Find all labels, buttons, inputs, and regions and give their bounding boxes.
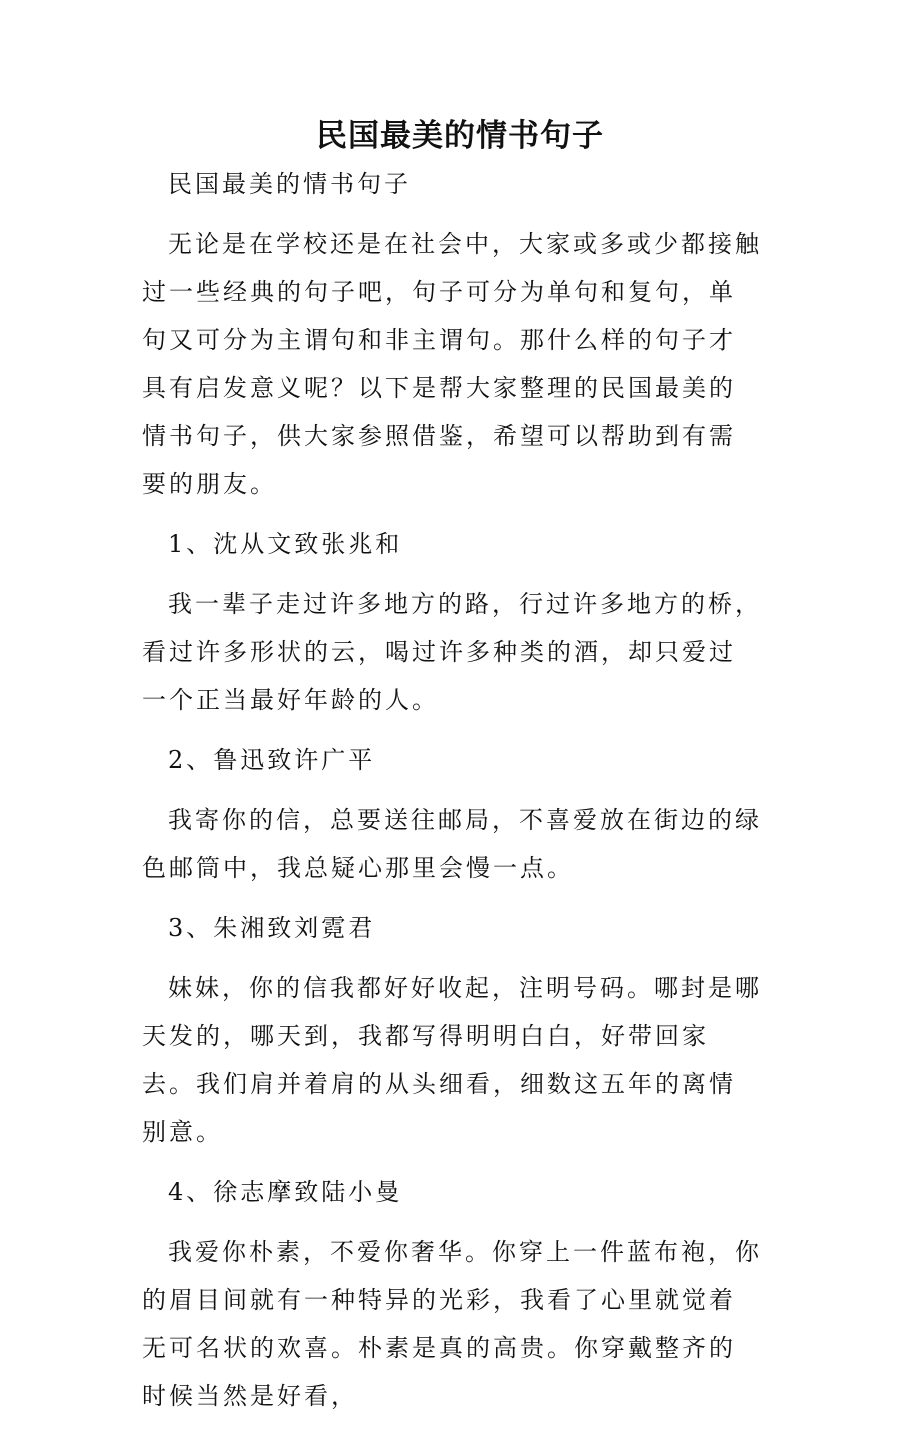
intro-paragraph: 无论是在学校还是在社会中，大家或多或少都接触过一些经典的句子吧，句子可分为单句和复句，单句又可分为主谓句和非主谓句。那什么样的句子才具有启发意义呢？以下是帮大家整理的民国最美的情书句子，供大家参照借鉴，希望可以帮助到有需要的朋友。 (142, 230, 762, 498)
section-paragraph-1: 我一辈子走过许多地方的路，行过许多地方的桥，看过许多形状的云，喝过许多种类的酒，却只爱过一个正当最好年龄的人。 (142, 590, 762, 714)
section-heading-3: 3、朱湘致刘霓君 (168, 914, 376, 942)
section-paragraph-3: 妹妹，你的信我都好好收起，注明号码。哪封是哪天发的，哪天到，我都写得明明白白，好带回家去。我们肩并着肩的从头细看，细数这五年的离情别意。 (142, 974, 762, 1146)
section-paragraph-2: 我寄你的信，总要送往邮局，不喜爱放在街边的绿色邮筒中，我总疑心那里会慢一点。 (142, 806, 762, 882)
document-title: 民国最美的情书句子 (316, 118, 604, 154)
document-body (142, 160, 762, 1432)
section-heading-1: 1、沈从文致张兆和 (168, 530, 403, 558)
section-paragraph-4: 我爱你朴素，不爱你奢华。你穿上一件蓝布袍，你的眉目间就有一种特异的光彩，我看了心里就觉着无可名状的欢喜。朴素是真的高贵。你穿戴整齐的时候当然是好看， (142, 1238, 762, 1410)
section-heading-2: 2、鲁迅致许广平 (168, 746, 376, 774)
subtitle-paragraph: 民国最美的情书句子 (168, 170, 411, 198)
section-heading-4: 4、徐志摩致陆小曼 (168, 1178, 403, 1206)
